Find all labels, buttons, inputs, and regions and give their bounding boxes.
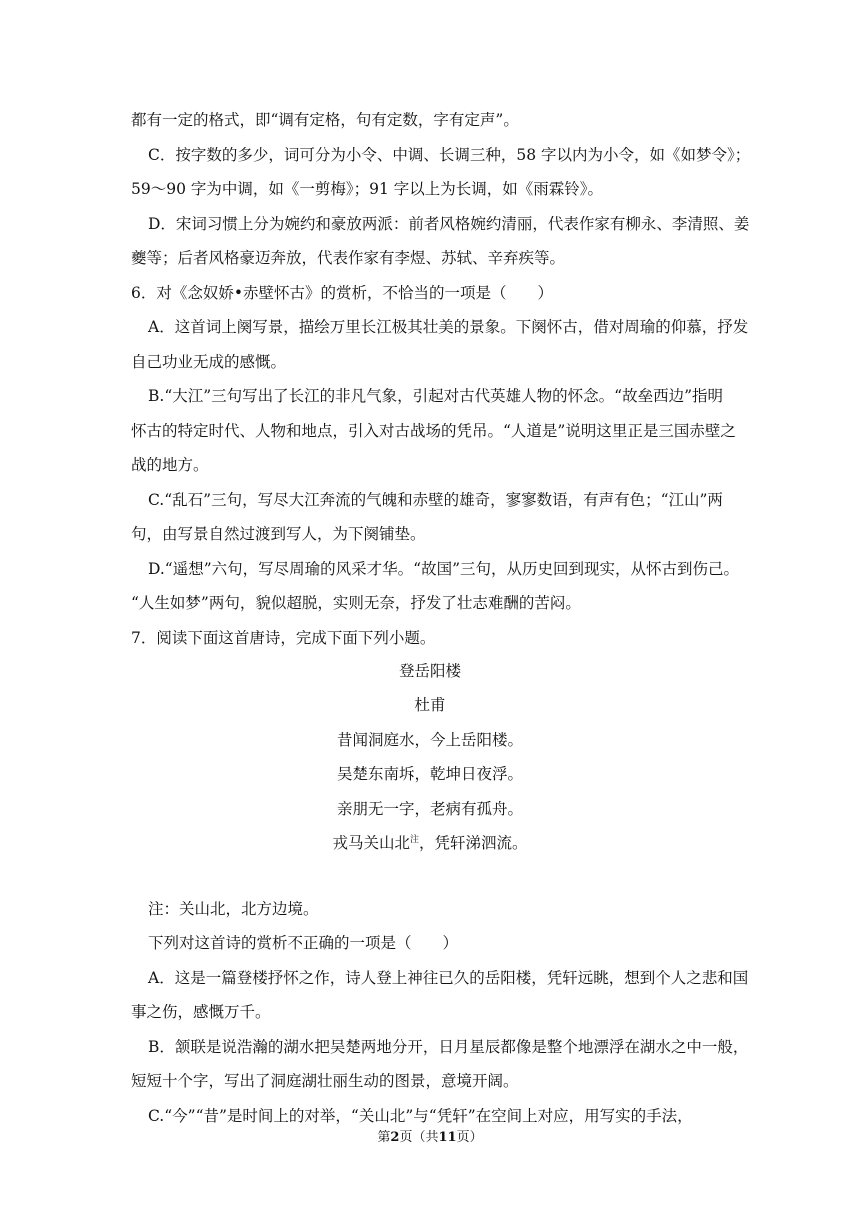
q6-option-d: D.“遥想”六句，写尽周瑜的风采才华。“故国”三句，从历史回到现实，从怀古到伤己。 <box>148 560 740 578</box>
footer-page-number: 2 <box>390 1130 400 1145</box>
poem-title: 登岳阳楼 <box>398 662 461 680</box>
paragraph-line: 怀古的特定时代、人物和地点，引入对古战场的凭吊。“人道是”说明这里正是三国赤壁之 <box>131 422 736 440</box>
paragraph-line: 都有一定的格式，即“调有定格，句有定数，字有定声”。 <box>131 111 519 129</box>
question-6: 6．对《念奴娇•赤壁怀古》的赏析，不恰当的一项是（ ） <box>131 284 554 302</box>
q6-option-b: B.“大江”三句写出了长江的非凡气象，引起对古代英雄人物的怀念。“故垒西边”指明 <box>148 387 724 405</box>
paragraph-line: “人生如梦”两句，貌似超脱，实则无奈，抒发了壮志难酬的苦闷。 <box>131 594 581 612</box>
q6-option-c: C.“乱石”三句，写尽大江奔流的气魄和赤壁的雄奇，寥寥数语，有声有色；“江山”两 <box>148 491 723 509</box>
footnote: 注：关山北，北方边境。 <box>148 900 319 918</box>
paragraph-line: 59～90 字为中调，如《一剪梅》；91 字以上为长调，如《雨霖铃》。 <box>131 180 604 198</box>
question-7: 7．阅读下面这首唐诗，完成下面下列小题。 <box>131 629 436 647</box>
paragraph-line: 短短十个字，写出了洞庭湖壮丽生动的图景，意境开阔。 <box>131 1072 519 1090</box>
option-d-line: D．宋词习惯上分为婉约和豪放两派：前者风格婉约清丽，代表作家有柳永、李清照、姜 <box>148 215 750 233</box>
poem-line: 吴楚东南坼，乾坤日夜浮。 <box>336 765 523 783</box>
q7-option-b: B．颔联是说浩瀚的湖水把吴楚两地分开，日月星辰都像是整个地漂浮在湖水之中一般， <box>148 1038 749 1056</box>
q7-option-c: C.“今”“昔”是时间上的对举，“关山北”与“凭轩”在空间上对应，用写实的手法， <box>148 1107 693 1125</box>
paragraph-line: 夔等；后者风格豪迈奔放，代表作家有李煜、苏轼、辛弃疾等。 <box>131 249 566 267</box>
paragraph-line: 战的地方。 <box>131 456 209 474</box>
page-footer <box>0 1130 860 1146</box>
paragraph-line: 事之伤，感慨万千。 <box>131 1003 271 1021</box>
q7-option-a: A．这是一篇登楼抒怀之作，诗人登上神往已久的岳阳楼，凭轩远眺，想到个人之悲和国 <box>148 969 749 987</box>
footer-total-pages: 11 <box>438 1130 457 1145</box>
footer-prefix: 第 <box>377 1130 391 1145</box>
q6-option-a: A．这首词上阕写景，描绘万里长江极其壮美的景象。下阕怀古，借对周瑜的仰慕，抒发 <box>148 318 749 336</box>
poem-line: 昔闻洞庭水，今上岳阳楼。 <box>336 731 523 749</box>
paragraph-line: 句，由写景自然过渡到写人，为下阕铺垫。 <box>131 525 426 543</box>
poem-line: 亲朋无一字，老病有孤舟。 <box>336 800 523 818</box>
question-7-1: 下列对这首诗的赏析不正确的一项是（ ） <box>148 934 459 952</box>
poem-author: 杜甫 <box>414 696 446 714</box>
footnote-marker: 注 <box>409 834 419 845</box>
footer-middle: 页（共 <box>399 1130 439 1145</box>
poem-line <box>0 833 860 853</box>
footer-suffix: 页） <box>456 1130 483 1145</box>
poem-line-part: 戎马关山北 <box>332 834 410 852</box>
poem-line-part: ，凭轩涕泗流。 <box>419 834 528 852</box>
option-c-line: C．按字数的多少，词可分为小令、中调、长调三种，58 字以内为小令，如《如梦令》； <box>148 146 751 164</box>
paragraph-line: 自己功业无成的感慨。 <box>131 353 287 371</box>
